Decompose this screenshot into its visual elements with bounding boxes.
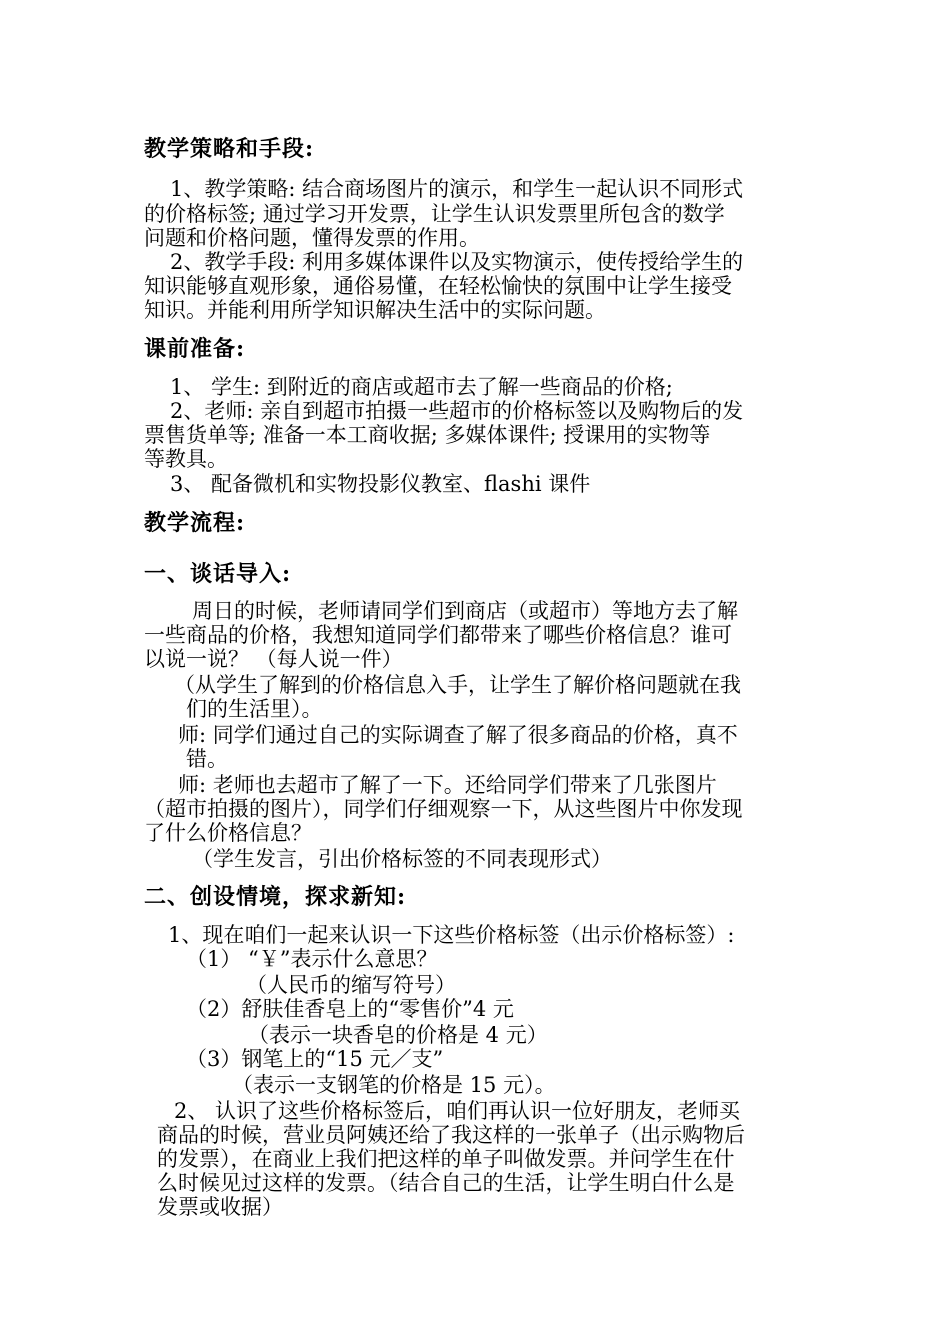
heading-part1: 一、谈话导入: xyxy=(144,561,292,587)
preparation-line: 票售货单等; 准备一本工商收据; 多媒体课件; 授课用的实物等 xyxy=(144,423,711,447)
part2-line: （表示一支钢笔的价格是 15 元）。 xyxy=(232,1073,556,1097)
preparation-line: 等教具。 xyxy=(144,447,228,471)
part1-line: 师: 同学们通过自己的实际调查了解了很多商品的价格，真不 xyxy=(178,723,738,747)
part2-line: 发票或收据） xyxy=(157,1195,283,1219)
strategy-line: 2、教学手段: 利用多媒体课件以及实物演示，使传授给学生的 xyxy=(170,250,744,274)
strategy-line: 知识。并能利用所学知识解决生活中的实际问题。 xyxy=(144,298,606,322)
strategy-line: 问题和价格问题，懂得发票的作用。 xyxy=(144,226,480,250)
preparation-line: 2、老师: 亲自到超市拍摄一些超市的价格标签以及购物后的发 xyxy=(170,399,744,423)
part2-line: （1） “￥”表示什么意思？ xyxy=(186,947,438,971)
part2-line: 的发票），在商业上我们把这样的单子叫做发票。并问学生在什 xyxy=(157,1147,735,1171)
part2-line: （表示一块香皂的价格是 4 元） xyxy=(248,1023,548,1047)
heading-flow: 教学流程: xyxy=(144,510,246,536)
part2-line: （3）钢笔上的“15 元／支” xyxy=(186,1047,444,1071)
heading-preparation: 课前准备: xyxy=(144,336,246,362)
part1-line: 错。 xyxy=(186,747,228,771)
part1-line: （学生发言，引出价格标签的不同表现形式） xyxy=(192,847,612,871)
part1-line: （从学生了解到的价格信息入手，让学生了解价格问题就在我 xyxy=(174,673,741,697)
part1-line: 一些商品的价格，我想知道同学们都带来了哪些价格信息？谁可 xyxy=(144,623,732,647)
part1-line: 以说一说？ （每人说一件） xyxy=(144,647,403,671)
heading-part2: 二、创设情境，探求新知: xyxy=(144,884,407,910)
part1-line: 了什么价格信息？ xyxy=(144,821,312,845)
part1-line: 们的生活里）。 xyxy=(186,697,323,721)
part2-line: （人民币的缩写符号） xyxy=(246,973,456,997)
part1-line: （超市拍摄的图片），同学们仔细观察一下，从这些图片中你发现 xyxy=(144,797,743,821)
part2-line: （2）舒肤佳香皂上的“零售价”4 元 xyxy=(186,997,514,1021)
part1-line: 师: 老师也去超市了解了一下。还给同学们带来了几张图片 xyxy=(178,773,717,797)
preparation-line: 1、 学生: 到附近的商店或超市去了解一些商品的价格; xyxy=(170,375,673,399)
part1-line: 周日的时候，老师请同学们到商店（或超市）等地方去了解 xyxy=(192,599,738,623)
strategy-line: 知识能够直观形象，通俗易懂，在轻松愉快的氛围中让学生接受 xyxy=(144,274,732,298)
strategy-line: 1、教学策略: 结合商场图片的演示，和学生一起认识不同形式 xyxy=(170,177,744,201)
heading-strategy: 教学策略和手段: xyxy=(144,136,315,162)
strategy-line: 的价格标签; 通过学习开发票，让学生认识发票里所包含的数学 xyxy=(144,202,725,226)
preparation-line: 3、 配备微机和实物投影仪教室、flashi 课件 xyxy=(170,472,591,496)
part2-line: 1、现在咱们一起来认识一下这些价格标签（出示价格标签）: xyxy=(168,923,735,947)
part2-line: 商品的时候，营业员阿姨还给了我这样的一张单子（出示购物后 xyxy=(157,1123,745,1147)
part2-line: 么时候见过这样的发票。（结合自己的生活，让学生明白什么是 xyxy=(157,1171,735,1195)
part2-line: 2、 认识了这些价格标签后，咱们再认识一位好朋友，老师买 xyxy=(174,1099,741,1123)
